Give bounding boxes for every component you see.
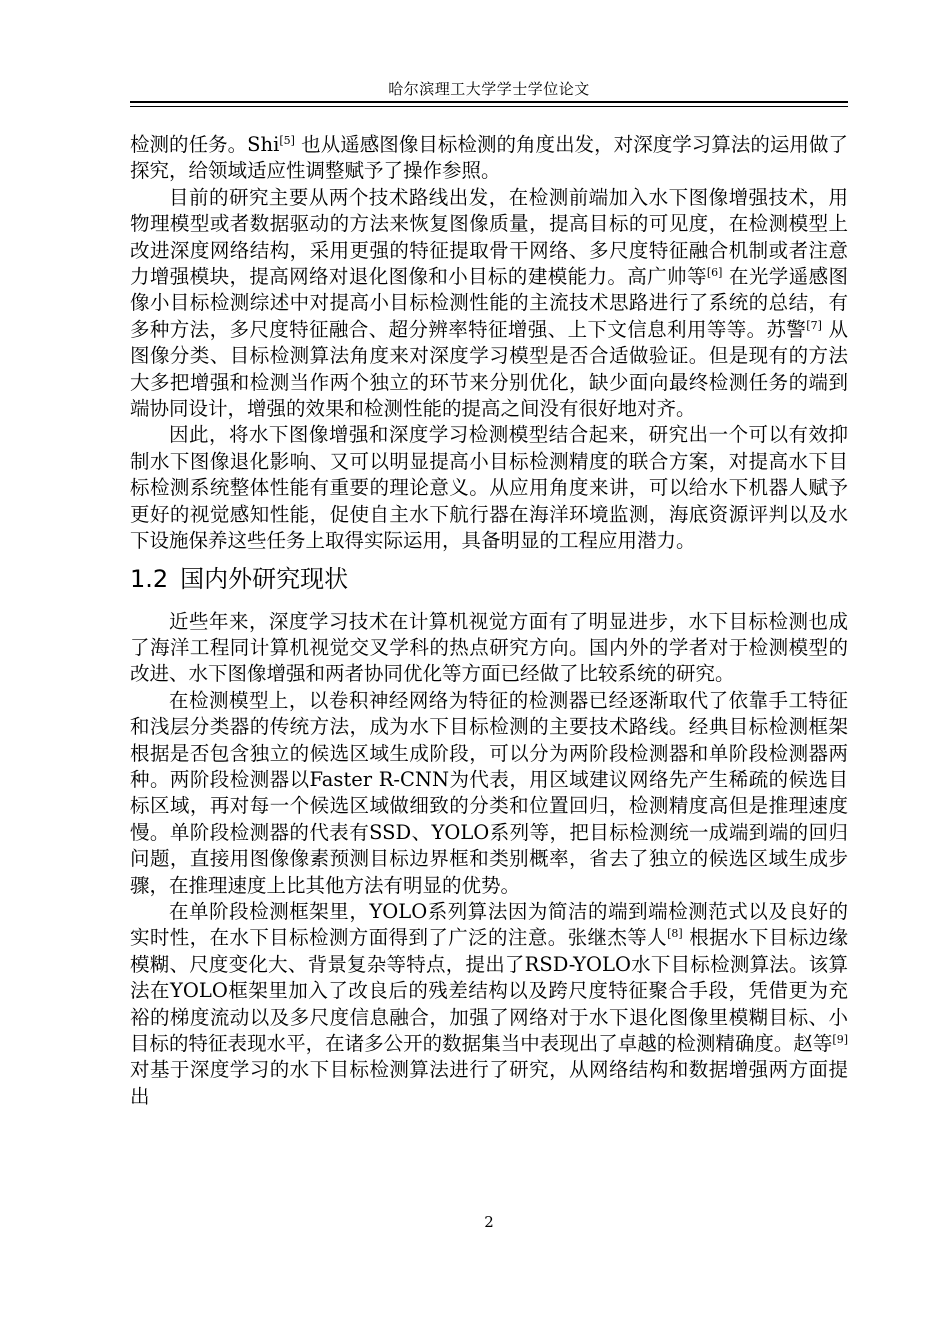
paragraph: [130, 609, 848, 688]
text-run: 检测的任务。Shi: [130, 133, 280, 156]
text-run: 从图像分类、目标检测算法角度来对深度学习模型是否合适做验证。但是现有的方法大多把增强和检测当作两个独立的环节来分别优化，缺少面向最终检测任务的端到端协同设计，增强的效果和检测性能的提高之间没有很好地对齐。: [130, 317, 848, 421]
header-rule-thin: [130, 106, 848, 107]
citation-ref: [7]: [806, 318, 822, 332]
citation-ref: [5]: [279, 134, 295, 147]
citation-ref: [6]: [706, 266, 723, 280]
section-title-text: 国内外研究现状: [180, 564, 349, 593]
section-number: 1.2: [130, 564, 169, 593]
paragraph: [130, 185, 848, 423]
running-header: 哈尔滨理工大学学士学位论文: [388, 80, 590, 98]
section-heading: [130, 563, 848, 595]
text-run: 对基于深度学习的水下目标检测算法进行了研究，从网络结构和数据增强两方面提出: [130, 1058, 848, 1108]
text-run: 也从遥感图像目标检测的角度出发，对深度学习算法的运用做了探究，给领域适应性调整赋予了操作参照。: [130, 133, 848, 183]
text-run: 目前的研究主要从两个技术路线出发，在检测前端加入水下图像增强技术，用物理模型或者数据驱动的方法来恢复图像质量，提高目标的可见度，在检测模型上改进深度网络结构，采用更强的特征提取骨干网络、多尺度特征融合机制或者注意力增强模块，提高网络对退化图像和小目标的建模能力。高广帅等: [130, 185, 848, 289]
text-run: 在检测模型上，以卷积神经网络为特征的检测器已经逐渐取代了依靠手工特征和浅层分类器的传统方法，成为水下目标检测的主要技术路线。经典目标检测框架根据是否包含独立的候选区域生成阶段，可以分为两阶段检测器和单阶段检测器两种。两阶段检测器以Faster R-CNN为代表，用区域建议网络先产生稀疏的候选目标区域，再对每一个候选区域做细致的分类和位置回归，检测精度高但是推理速度慢。单阶段检测器的代表有SSD、YOLO系列等，把目标检测统一成端到端的回归问题，直接用图像像素预测目标边界框和类别概率，省去了独立的候选区域生成步骤，在推理速度上比其他方法有明显的优势。: [130, 688, 848, 897]
citation-ref: [9]: [832, 1033, 848, 1046]
header-rule-thick: [130, 101, 848, 103]
text-run: 根据水下目标边缘模糊、尺度变化大、背景复杂等特点，提出了RSD-YOLO水下目标检测算法。该算法在YOLO框架里加入了改良后的残差结构以及跨尺度特征聚合手段，凭借更为充裕的梯度流动以及多尺度信息融合，加强了网络对于水下退化图像里模糊目标、小目标的特征表现水平，在诸多公开的数据集当中表现出了卓越的检测精确度。赵等: [130, 926, 848, 1055]
text-run: 近些年来，深度学习技术在计算机视觉方面有了明显进步，水下目标检测也成了海洋工程同计算机视觉交叉学科的热点研究方向。国内外的学者对于检测模型的改进、水下图像增强和两者协同优化等方面已经做了比较系统的研究。: [130, 609, 848, 686]
paragraph: [130, 688, 848, 899]
body-text: [130, 132, 848, 1110]
paragraph: [130, 422, 848, 554]
page-number: 2: [484, 1213, 494, 1231]
text-run: 在单阶段检测框架里，YOLO系列算法因为简洁的端到端检测范式以及良好的实时性，在水下目标检测方面得到了广泛的注意。张继杰等人: [130, 899, 848, 950]
paragraph: [130, 132, 848, 185]
text-run: 因此，将水下图像增强和深度学习检测模型结合起来，研究出一个可以有效抑制水下图像退化影响、又可以明显提高小目标检测精度的联合方案，对提高水下目标检测系统整体性能有重要的理论意义。从应用角度来讲，可以给水下机器人赋予更好的视觉感知性能，促使自主水下航行器在海洋环境监测，海底资源评判以及水下设施保养这些任务上取得实际运用，具备明显的工程应用潜力。: [130, 423, 848, 553]
text-run: 在光学遥感图像小目标检测综述中对提高小目标检测性能的主流技术思路进行了系统的总结，有多种方法，多尺度特征融合、超分辨率特征增强、上下文信息利用等等。苏警: [130, 265, 848, 341]
citation-ref: [8]: [667, 927, 683, 941]
paragraph: [130, 899, 848, 1110]
